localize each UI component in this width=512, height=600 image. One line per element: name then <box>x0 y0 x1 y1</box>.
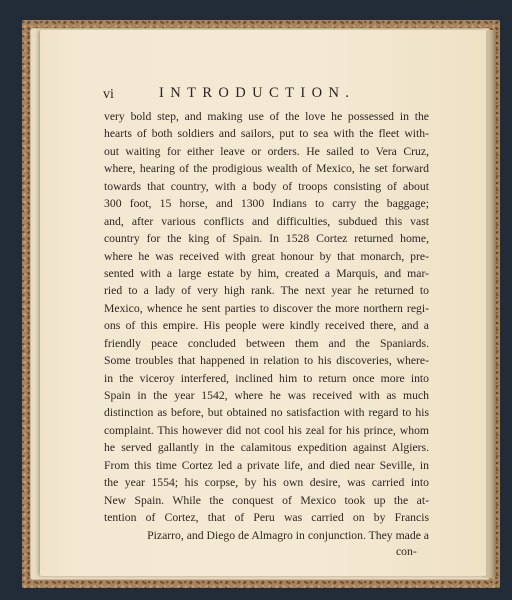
text-line: Mexico, whence he sent parties to discover the more northern regi- <box>104 301 429 315</box>
text-line: towards that country, with a body of troops consisting of about <box>104 179 429 193</box>
text-line: very bold step, and making use of the love he possessed in the <box>104 110 429 123</box>
text-line: where, hearing of the prodigious wealth of Mexico, he set forward <box>104 162 429 176</box>
text-line: out waiting for either leave or orders. He sailed to Vera Cruz, <box>104 144 429 158</box>
text-line: in the viceroy interfered, inclined him to return once more into <box>104 371 429 385</box>
text-line: distinction as before, but obtained no satisfaction with regard to his <box>104 406 429 420</box>
text-line: complaint. This however did not cool his zeal for his prince, whom <box>104 423 429 437</box>
body-text <box>104 108 429 544</box>
chapter-title: INTRODUCTION. <box>159 85 356 101</box>
text-line: From this time Cortez led a private life, and died near Seville, in <box>104 458 429 472</box>
text-line: 300 foot, 15 horse, and 1300 Indians to carry the baggage; <box>104 197 429 211</box>
text-line: where he was received with great honour by that monarch, pre- <box>104 249 429 263</box>
text-line: Pizarro, and Diego de Almagro in conjunction. They made a <box>147 528 429 542</box>
text-line: ons of this empire. His people were kindly received there, and a <box>104 319 429 333</box>
text-line: tention of Cortez, that of Peru was carried on by Francis <box>104 511 429 525</box>
text-line: Some troubles that happened in relation to his discoveries, where- <box>104 354 429 368</box>
text-line: Spain in the year 1542, where he was received with as much <box>104 389 429 402</box>
text-line: hearts of both soldiers and sailors, put to sea with the fleet with- <box>104 127 429 141</box>
text-line: friendly peace concluded between them and the Spaniards. <box>104 336 429 350</box>
running-head <box>103 87 403 107</box>
text-line: and, after various conflicts and difficulties, subdued this vast <box>104 214 429 228</box>
text-line: country for the king of Spain. In 1528 Cortez returned home, <box>104 232 429 246</box>
text-line: sented with a large estate by him, created a Marquis, and mar- <box>104 266 429 280</box>
text-line: New Spain. While the conquest of Mexico took up the at- <box>104 493 429 507</box>
text-line: he served gallantly in the calamitous expedition against Algiers. <box>104 441 429 455</box>
text-line: ried to a lady of very high rank. The next year he returned to <box>104 284 429 298</box>
text-line: the year 1554; his corpse, by his own desire, was carried into <box>104 476 429 490</box>
page-number: vi <box>103 87 114 102</box>
catchword: con- <box>396 545 417 558</box>
